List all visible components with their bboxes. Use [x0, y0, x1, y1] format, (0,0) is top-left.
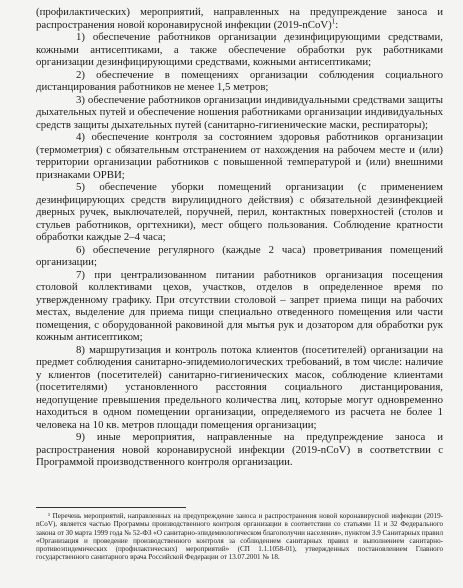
list-item-3: 3) обеспечение работников организации индивидуальными средствами защиты дыхательных путей и обеспечение ношения работниками организации индивидуальных средств защиты дыхательных путей (санитарно-гигиенические маски, респираторы);	[36, 93, 443, 131]
list-item-6: 6) обеспечение регулярного (каждые 2 часа) проветривания помещений организации;	[36, 243, 443, 268]
list-item-4: 4) обеспечение контроля за состоянием здоровья работников организации (термометрия) с обязательным отстранением от нахождения на рабочем месте и (или) территории организации работников с повышенной температурой и (или) внешними признаками ОРВИ;	[36, 131, 443, 181]
list-item-5: 5) обеспечение уборки помещений организации (с применением дезинфицирующих средств вирулицидного действия) с обязательной дезинфекцией дверных ручек, выключателей, поручней, перил, контактных поверхностей (столов и стульев работников, оргтехники), мест общего пользования. Соблюдение кратности обработки каждые 2–4 часа;	[36, 181, 443, 243]
list-item-8: 8) маршрутизация и контроль потока клиентов (посетителей) организации на предмет соблюдения санитарно-эпидемиологических требований, в том числе: наличие у клиентов (посетителей) санитарно-гигиенических масок, соблюдение клиентами (посетителями) установленного расстояния социального дистанцирования, недопущение превышения предельного количества лиц, которые могут одновременно находиться в одном помещении организации, определяемого из расчета не более 1 человека на 10 кв. метров площади помещения организации;	[36, 343, 443, 431]
footnote-reference: 1	[331, 16, 336, 25]
footnote-divider	[36, 507, 186, 508]
list-item-9: 9) иные мероприятия, направленные на предупреждение заноса и распространения новой коронавирусной инфекции (2019-nCoV) в соответствии с Программой производственного контроля организации.	[36, 431, 443, 468]
list-item-2: 2) обеспечение в помещениях организации соблюдения социального дистанцирования работников не менее 1,5 метров;	[36, 68, 443, 93]
intro-paragraph: (профилактических) мероприятий, направленных на предупреждение заноса и распространения новой коронавирусной инфекции (2019-nCoV)$^1$:	[36, 6, 443, 31]
footnote: ¹ Перечень мероприятий, направленных на предупреждение заноса и распространения новой коронавирусной инфекции (2019-nCoV), является частью Программы производственного контроля организации в соответствии со статьями 11 и 32 Федерального закона от 30 марта 1999 года № 52-ФЗ «О санитарно-эпидемиологическом благополучии населения», пунктом 3.9 Санитарных правил «Организация и проведение производственного контроля за соблюдением санитарных правил и выполнением санитарно-противоэпидемических (профилактических) мероприятий» (СП 1.1.1058-01), утвержденных постановлением Главного государственного санитарного врача Российской Федерации от 13.07.2001 № 18.	[36, 512, 443, 562]
list-item-7: 7) при централизованном питании работников организация посещения столовой коллективами цехов, участков, отделов в определенное время по утвержденному графику. При отсутствии столовой – запрет приема пищи на рабочих местах, выделение для приема пищи специально отведенного помещения или части помещения, с оборудованной раковиной для мытья рук и дозатором для обработки рук кожным антисептиком;	[36, 268, 443, 343]
document-body	[36, 6, 443, 469]
list-item-1: 1) обеспечение работников организации дезинфицирующими средствами, кожными антисептиками, а также обеспечение обработки рук работниками организации дезинфицирующими средствами, кожными антисептиками;	[36, 31, 443, 68]
